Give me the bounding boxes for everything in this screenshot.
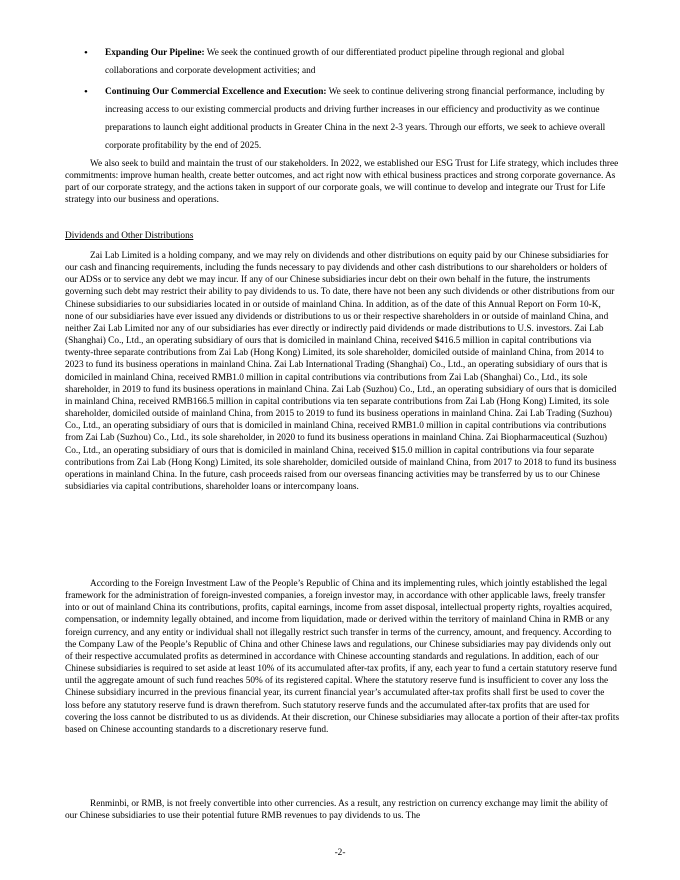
page-number: -2- — [334, 848, 346, 858]
bullet-item-commercial — [0, 83, 617, 155]
bullet-dot-icon: • — [84, 47, 88, 59]
bullet-title: Expanding Our Pipeline: — [105, 48, 205, 58]
strategy-bullet-list — [0, 44, 680, 159]
bullet-dot-icon: • — [84, 86, 88, 99]
holding-company-paragraph: Zai Lab Limited is a holding company, and we may rely on dividends and other distributions on equity paid by our Chinese subsidiaries for our cash and financing requirements, including the funds necessary to pay dividends and other cash distributions to our shareholders or holders of our ADSs or to service any debt we may incur. If any of our Chinese subsidiaries incur debt on their own behalf in the future, the instruments governing such debt may restrict their ability to pay dividends to us. To date, there have not been any such dividends or other distributions from our Chinese subsidiaries to our subsidiaries located in or outside of mainland China. In addition, as of the date of this Annual Report on Form 10-K, none of our subsidiaries have ever issued any dividends or distributions to us or their respective shareholders in or outside of mainland China, and neither Zai Lab Limited nor any of our subsidiaries has ever directly or indirectly paid dividends or made distributions to U.S. investors. Zai Lab (Shanghai) Co., Ltd., an operating subsidiary of ours that is domiciled in mainland China, received $416.5 million in capital contributions via twenty-three separate contributions from Zai Lab (Hong Kong) Limited, its sole shareholder, domiciled outside of mainland China, from 2014 to 2023 to fund its business operations in mainland China. Zai Lab International Trading (Shanghai) Co., Ltd., an operating subsidiary of ours that is domiciled in mainland China, received RMB1.0 million in capital contributions via contributions from Zai Lab (Shanghai) Co., Ltd., its sole shareholder, in 2019 to fund its business operations in mainland China. Zai Lab (Suzhou) Co., Ltd., an operating subsidiary of ours that is domiciled in mainland China, received RMB166.5 million in capital contributions via ten separate contributions from Zai Lab (Hong Kong) Limited, its sole shareholder, domiciled outside of mainland China, from 2015 to 2019 to fund its business operations in mainland China. Zai Lab Trading (Suzhou) Co., Ltd., an operating subsidiary of ours that is domiciled in mainland China, received RMB1.0 million in capital contributions via contributions from Zai Lab (Suzhou) Co., Ltd., its sole shareholder, in 2020 to fund its business operations in mainland China. Zai Biopharmaceutical (Suzhou) Co., Ltd., an operating subsidiary of ours that is domiciled in mainland China, received $15.0 million in capital contributions via four separate contributions from Zai Lab (Hong Kong) Limited, its sole shareholder, domiciled outside of mainland China, from 2017 to 2018 to fund its business operations in mainland China. In the future, cash proceeds raised from our overseas financing activities may be transferred by us to our Chinese subsidiaries via capital contributions, shareholder loans or intercompany loans. — [65, 251, 617, 492]
dividends-section-heading: Dividends and Other Distributions — [65, 231, 194, 241]
bullet-text: We seek the continued growth of our differentiated product pipeline through regional and global collaborations and corporate development activities; and — [105, 48, 565, 77]
bullet-text: We seek to continue delivering strong financial performance, including by increasing access to our existing commercial products and driving further increases in our efficiency and productivity as we continue preparations to launch eight additional products in Greater China in the next 2-3 years. Through our efforts, we seek to achieve overall corporate profitability by the end of 2025. — [105, 87, 606, 152]
bullet-title: Continuing Our Commercial Excellence and Execution: — [105, 87, 327, 98]
foreign-investment-paragraph: According to the Foreign Investment Law of the People’s Republic of China and its implementing rules, which jointly established the legal framework for the administration of foreign-invested companies, a foreign investor may, in accordance with other applicable laws, freely transfer into or out of mainland China its contributions, profits, capital earnings, income from asset disposal, intellectual property rights, royalties acquired, compensation, or indemnity legally obtained, and income from liquidation, made or derived within the territory of mainland China in RMB or any foreign currency, and any entity or individual shall not illegally restrict such transfer in terms of the currency, amount, and frequency. According to the Company Law of the People’s Republic of China and other Chinese laws and regulations, our Chinese subsidiaries may pay dividends only out of their respective accumulated profits as determined in accordance with Chinese accounting standards and regulations. In addition, each of our Chinese subsidiaries is required to set aside at least 10% of its accumulated after-tax profits, if any, each year to fund a certain statutory reserve fund until the aggregate amount of such fund reaches 50% of its registered capital. Where the statutory reserve fund is insufficient to cover any loss the Chinese subsidiary incurred in the previous financial year, its current financial year’s accumulated after-tax profits shall first be used to cover the loss before any statutory reserve fund is drawn therefrom. Such statutory reserve funds and the accumulated after-tax profits that are used for covering the loss cannot be distributed to us as dividends. At their discretion, our Chinese subsidiaries may allocate a portion of their after-tax profits based on Chinese accounting standards to a discretionary reserve fund. — [65, 579, 620, 735]
bullet-item-pipeline — [0, 44, 617, 80]
renminbi-paragraph: Renminbi, or RMB, is not freely convertible into other currencies. As a result, any restriction on currency exchange may limit the ability of our Chinese subsidiaries to use their potential future RMB revenues to pay dividends to us. The — [65, 799, 608, 822]
esg-paragraph: We also seek to build and maintain the trust of our stakeholders. In 2022, we established our ESG Trust for Life strategy, which includes three commitments: improve human health, create better outcomes, and act right now with ethical business practices and strong corporate governance. As part of our corporate strategy, and the actions taken in support of our corporate goals, we will continue to develop and integrate our Trust for Life strategy into our business and operations. — [65, 159, 619, 206]
